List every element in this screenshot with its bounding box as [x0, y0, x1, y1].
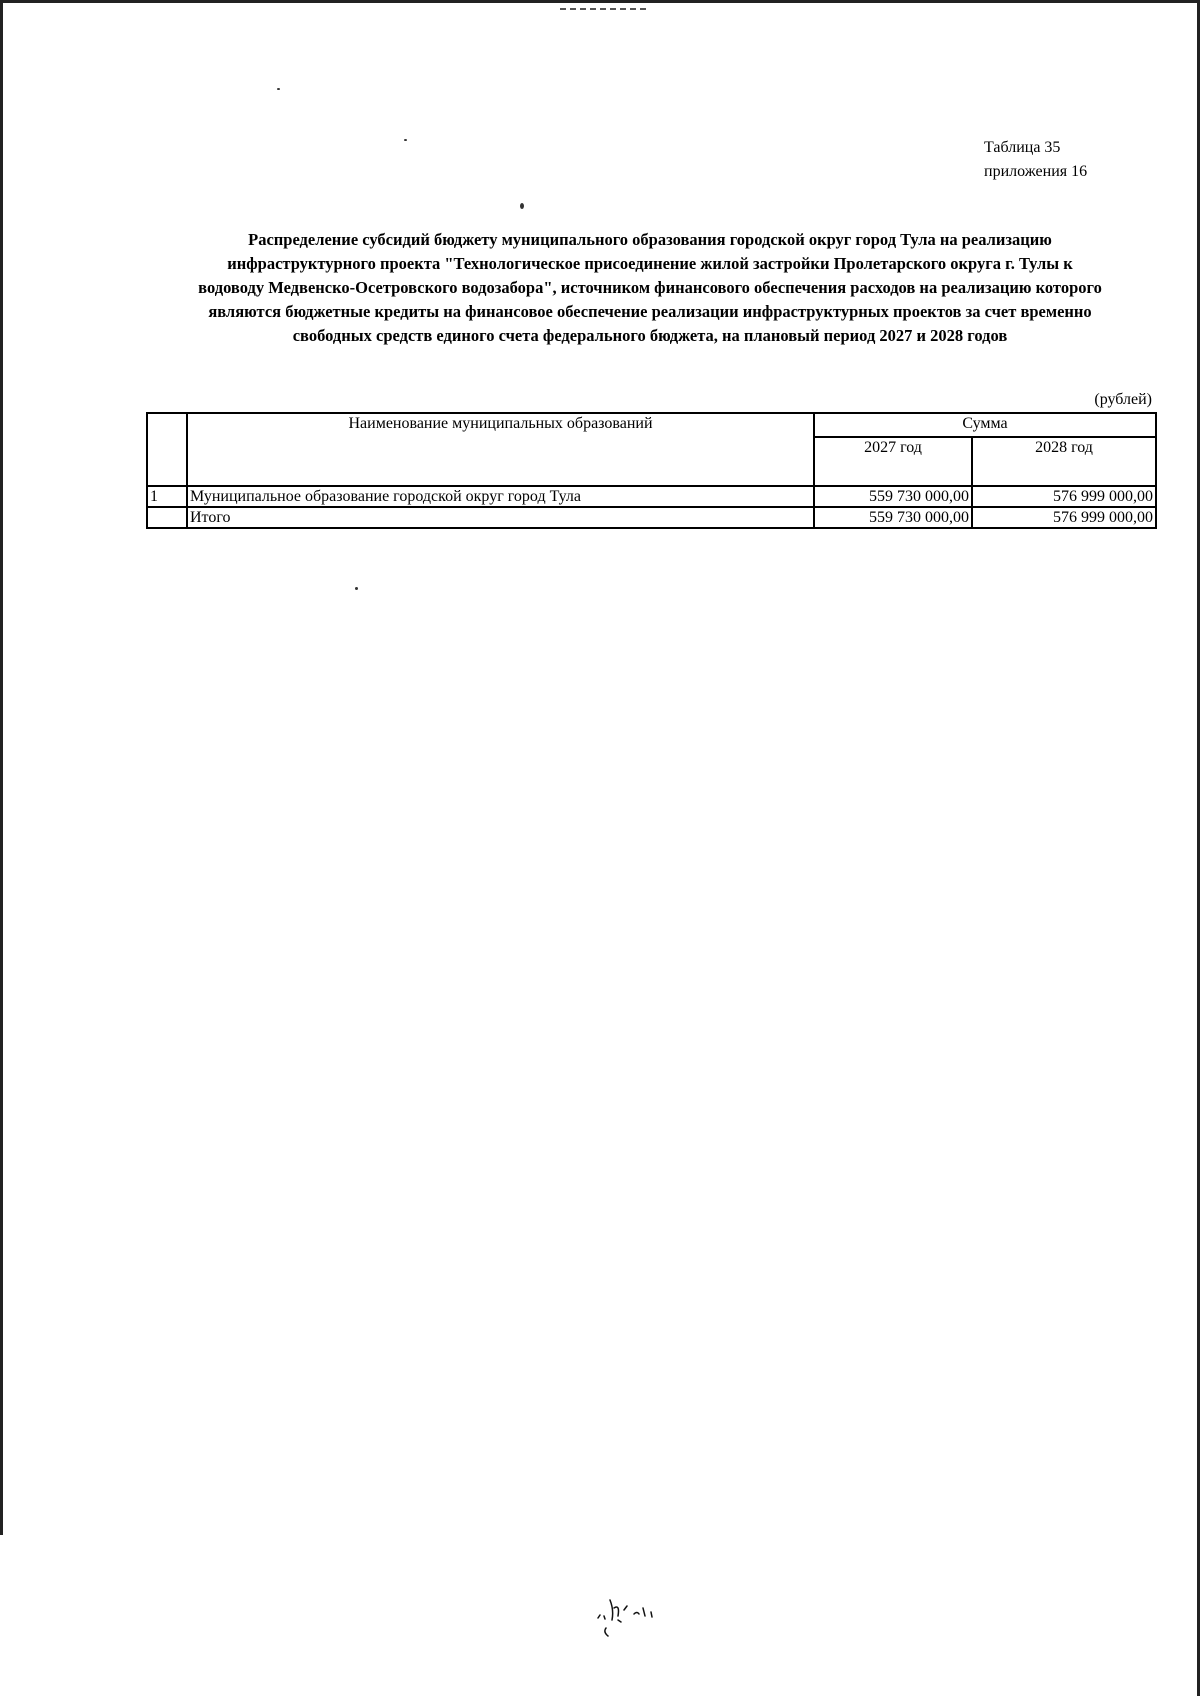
scan-top-mark [560, 8, 650, 10]
scan-speck [404, 139, 407, 141]
scan-speck [355, 587, 358, 590]
scan-speck [277, 88, 280, 90]
title-line: являются бюджетные кредиты на финансовое обеспечение реализации инфраструктурных проектов за счет временно [208, 302, 1092, 321]
scan-border-left [0, 0, 3, 1535]
handwritten-signature [588, 1590, 678, 1640]
row-number: 1 [147, 486, 187, 507]
scan-border-top [0, 0, 1200, 3]
row-number [147, 507, 187, 528]
row-name: Муниципальное образование городской округ город Тула [187, 486, 814, 507]
row-value-2028: 576 999 000,00 [972, 507, 1156, 528]
header-sum-cell: Сумма [814, 413, 1156, 437]
table-total-row [147, 507, 1156, 528]
table-row [147, 486, 1156, 507]
title-line: инфраструктурного проекта "Технологическое присоединение жилой застройки Пролетарского округа г. Тулы к [227, 254, 1073, 273]
header-year-2028: 2028 год [972, 437, 1156, 486]
header-name-cell: Наименование муниципальных образований [187, 413, 814, 486]
header-number-cell [147, 413, 187, 486]
title-line: водоводу Медвенско-Осетровского водозабора", источником финансового обеспечения расходов на реализацию которого [198, 278, 1102, 297]
header-year-2027: 2027 год [814, 437, 972, 486]
row-value-2028: 576 999 000,00 [972, 486, 1156, 507]
scan-speck [520, 203, 524, 209]
units-label: (рублей) [1094, 391, 1152, 408]
row-value-2027: 559 730 000,00 [814, 507, 972, 528]
title-line: свободных средств единого счета федерального бюджета, на плановый период 2027 и 2028 годов [292, 326, 1008, 345]
subsidy-table [146, 412, 1157, 529]
table-number: Таблица 35 [984, 139, 1061, 156]
title-line: Распределение субсидий бюджету муниципального образования городской округ город Тула на реализацию [248, 230, 1052, 249]
row-value-2027: 559 730 000,00 [814, 486, 972, 507]
document-title [140, 228, 1160, 348]
appendix-reference: приложения 16 [984, 163, 1088, 180]
table-header-row [147, 413, 1156, 437]
row-name: Итого [187, 507, 814, 528]
table-reference [984, 136, 1087, 184]
